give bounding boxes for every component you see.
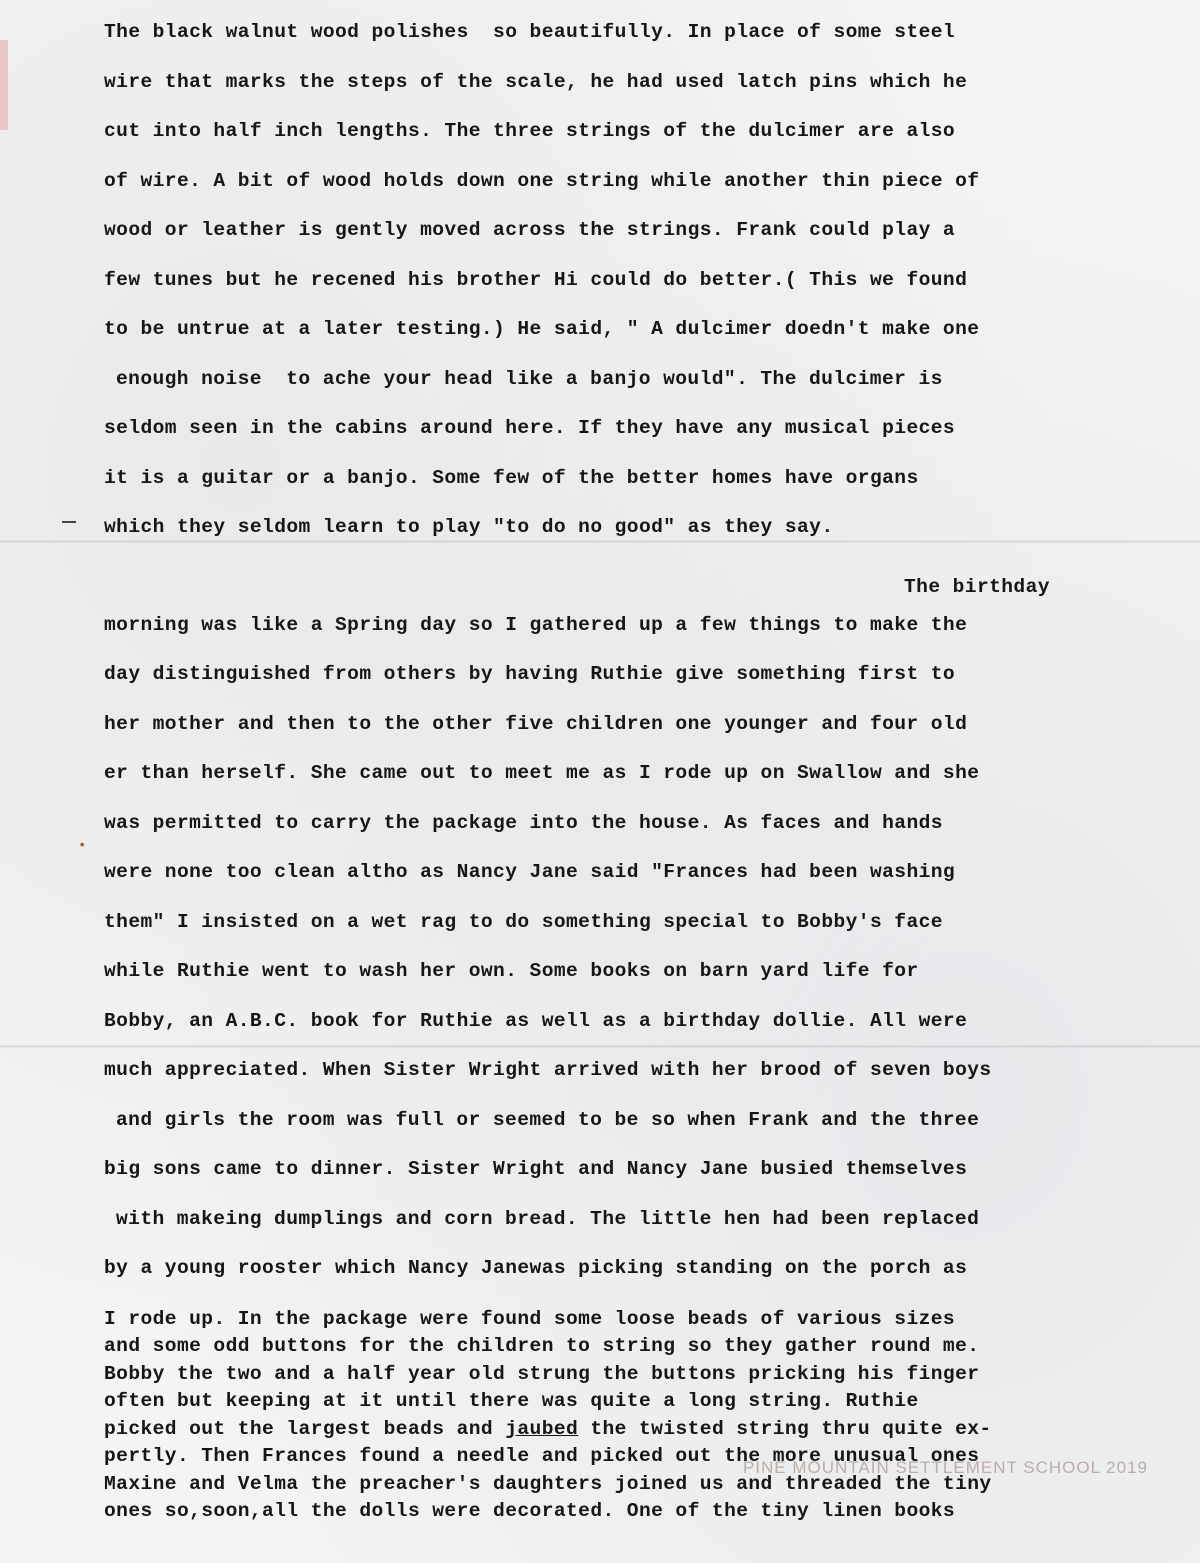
text-line: seldom seen in the cabins around here. If they have any musical pieces [104,417,956,439]
text-segment: picked out the largest beads and [104,1417,494,1440]
text-line: day distinguished from others by having Ruthie give something first to [104,663,956,685]
text-line: The black walnut wood polishes so beautifully. In place of some steel [104,21,956,43]
text-line: it is a guitar or a banjo. Some few of the better homes have organs [104,466,919,489]
edge-stain [0,40,8,130]
text-line: Bobby the two and a half year old strung the buttons pricking his finger [104,1362,980,1385]
text-line: enough noise to ache your head like a banjo would". The dulcimer is [116,367,943,390]
text-line: The birthday [904,575,1050,598]
text-line: with makeing dumplings and corn bread. The little hen had been replaced [116,1207,980,1230]
text-line: cut into half inch lengths. The three strings of the dulcimer are also [104,120,956,142]
archive-watermark: PINE MOUNTAIN SETTLEMENT SCHOOL 2019 [742,1458,1148,1477]
text-line: few tunes but he recened his brother Hi could do better.( This we found [104,268,968,291]
text-line: her mother and then to the other five children one younger and four old [104,712,968,735]
text-line: ones so,soon,all the dolls were decorated. One of the tiny linen books [104,1500,956,1522]
text-segment: the twisted string thru quite ex- [590,1417,992,1440]
text-line: morning was like a Spring day so I gathered up a few things to make the [104,613,968,636]
text-line: Maxine and Velma the preacher's daughters joined us and threaded the tiny [104,1472,992,1495]
underlined-word: jaubed [505,1417,579,1440]
text-line: were none too clean altho as Nancy Jane said "Frances had been washing [104,861,956,883]
margin-tick-mark: • [78,838,87,854]
text-line: was permitted to carry the package into the house. As faces and hands [104,811,943,834]
text-line: Bobby, an A.B.C. book for Ruthie as well as a birthday dollie. All were [104,1009,968,1032]
text-line: of wire. A bit of wood holds down one string while another thin piece of [104,169,980,192]
text-line: to be untrue at a later testing.) He said, " A dulcimer doedn't make one [104,318,980,340]
text-line: big sons came to dinner. Sister Wright and Nancy Jane busied themselves [104,1158,968,1180]
text-line-with-underline [104,1416,1144,1444]
text-line: wire that marks the steps of the scale, he had used latch pins which he [104,70,968,93]
text-line: pertly. Then Frances found a needle and picked out the more unusual ones [104,1445,980,1467]
text-line: by a young rooster which Nancy Janewas picking standing on the porch as [104,1257,968,1279]
typed-letter-body [104,8,1144,1526]
text-line: and girls the room was full or seemed to be so when Frank and the three [116,1108,980,1131]
text-line: them" I insisted on a wet rag to do something special to Bobby's face [104,910,943,933]
text-line: and some odd buttons for the children to string so they gather round me. [104,1335,980,1357]
text-line: much appreciated. When Sister Wright arrived with her brood of seven boys [104,1059,992,1081]
margin-dash-mark [62,521,76,523]
text-line: er than herself. She came out to meet me as I rode up on Swallow and she [104,762,980,784]
text-line: which they seldom learn to play "to do no good" as they say. [104,516,834,538]
text-line: often but keeping at it until there was quite a long string. Ruthie [104,1390,919,1412]
text-line: wood or leather is gently moved across the strings. Frank could play a [104,219,956,241]
text-line: I rode up. In the package were found some loose beads of various sizes [104,1307,956,1330]
text-line: while Ruthie went to wash her own. Some books on barn yard life for [104,960,919,982]
